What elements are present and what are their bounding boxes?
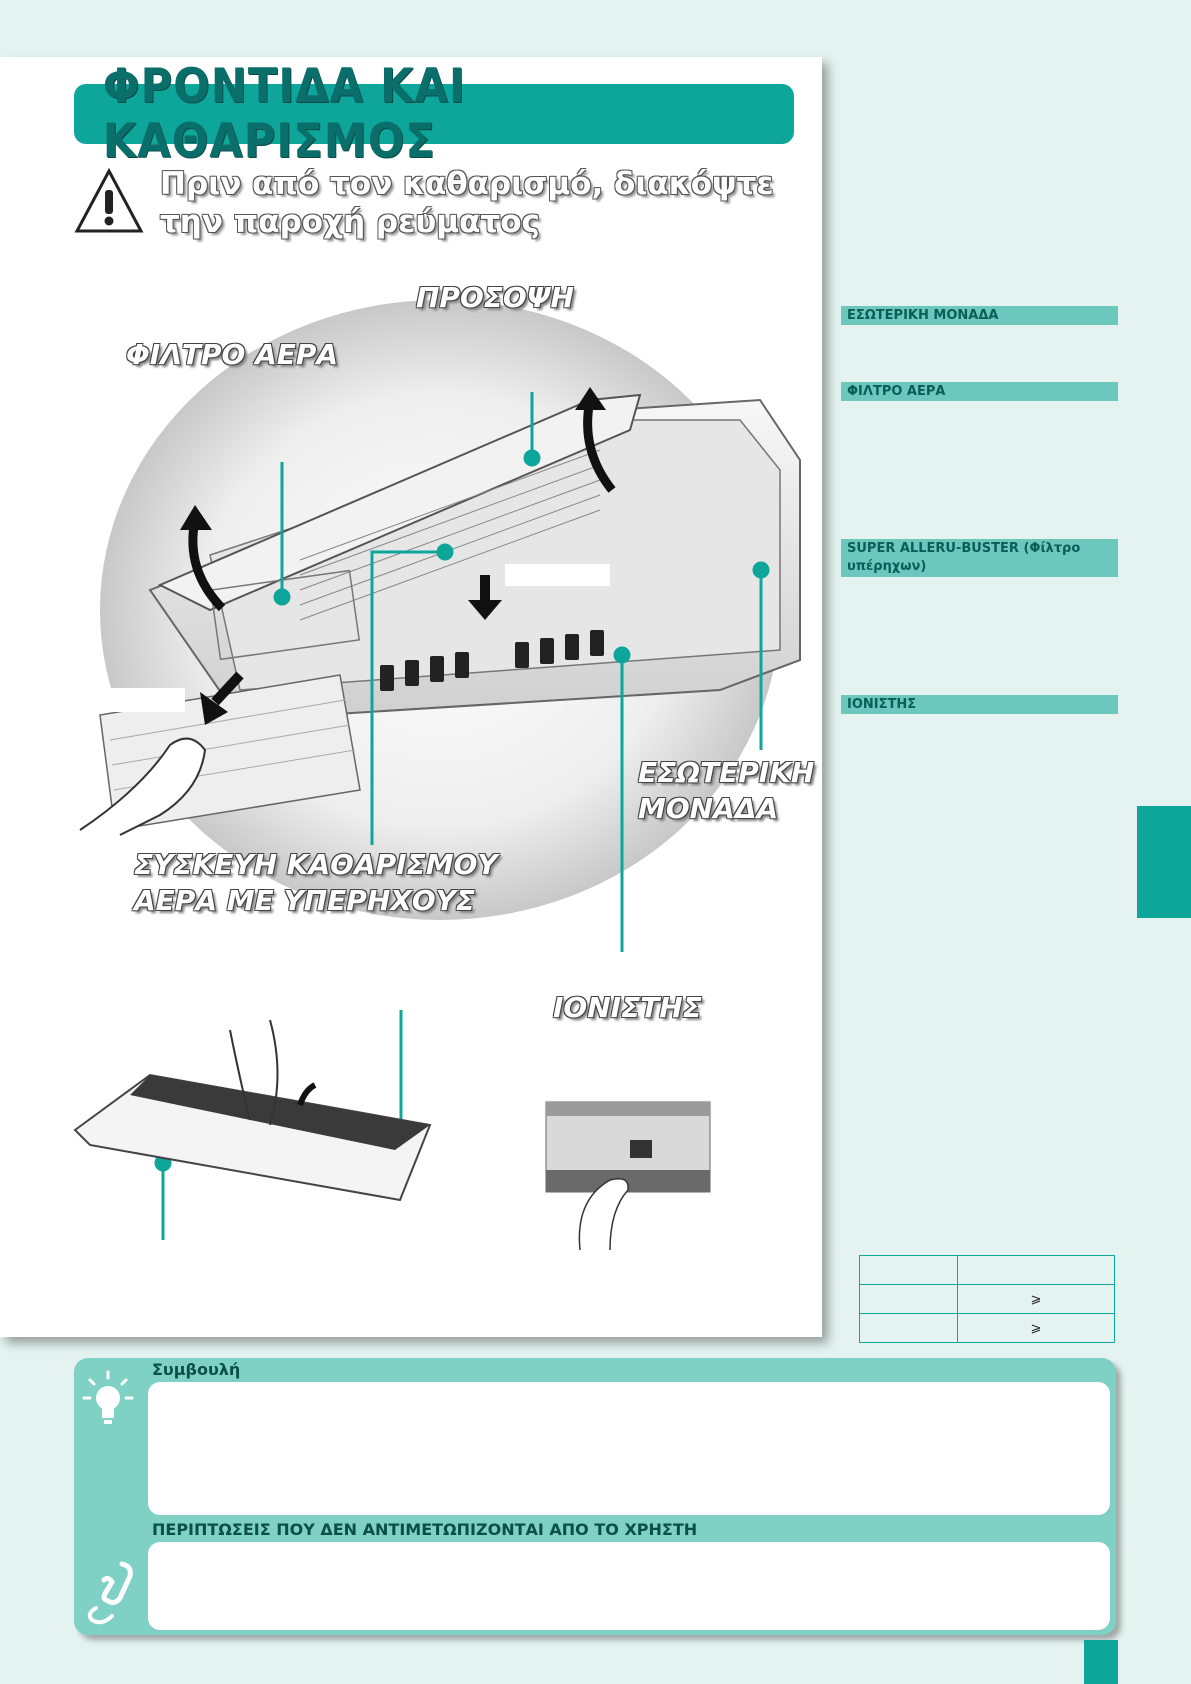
lightbulb-icon (80, 1368, 136, 1428)
table-cell (860, 1256, 958, 1285)
table-cell (958, 1256, 1115, 1285)
page-title: ΦΡΟΝΤΙΔΑ ΚΑΙ ΚΑΘΑΡΙΣΜΟΣ (102, 59, 466, 169)
label-indoor-unit-2: ΜΟΝΑΔΑ (638, 792, 779, 825)
tips-panel (74, 1358, 1116, 1635)
ionizer-illustration (546, 1102, 710, 1250)
label-ultrasonic-2: ΑΕΡΑ ΜΕ ΥΠΕΡΗΧΟΥΣ (134, 884, 476, 917)
label-ionizer: ΙΟΝΙΣΤΗΣ (553, 991, 702, 1024)
table-row (860, 1256, 1115, 1285)
sidebar-heading-super-alleru-buster: SUPER ALLERU-BUSTER (Φίλτρο υπέρηχων) (841, 539, 1118, 577)
label-air-filter: ΦΙΛΤΡΟ ΑΕΡΑ (126, 338, 339, 371)
table-cell: ⩾ (958, 1314, 1115, 1343)
advice-text-box (148, 1382, 1110, 1515)
table-cell (860, 1285, 958, 1314)
sidebar-heading-indoor-unit: ΕΣΩΤΕΡΙΚΗ ΜΟΝΑΔΑ (841, 306, 1118, 325)
service-text-box (148, 1542, 1110, 1630)
section-tab (1137, 806, 1191, 918)
table-row (860, 1314, 1115, 1343)
advice-heading: Συμβουλή (152, 1360, 241, 1379)
service-heading: ΠΕΡΙΠΤΩΣΕΙΣ ΠΟΥ ΔΕΝ ΑΝΤΙΜΕΤΩΠΙΖΟΝΤΑΙ ΑΠΟ ΤΟ ΧΡΗΣΤΗ (152, 1520, 698, 1539)
label-indoor-unit-1: ΕΣΩΤΕΡΙΚΗ (638, 756, 815, 789)
sidebar-heading-ionizer: ΙΟΝΙΣΤΗΣ (841, 695, 1118, 714)
telephone-handset-icon (82, 1558, 136, 1628)
sidebar-heading-air-filter: ΦΙΛΤΡΟ ΑΕΡΑ (841, 382, 1118, 401)
power-off-warning: Πριν από τον καθαρισμό, διακόψτε την παροχή ρεύματος (160, 166, 774, 240)
super-alleru-buster-filter (0, 1020, 430, 1200)
table-cell: ⩾ (958, 1285, 1115, 1314)
table-row (860, 1285, 1115, 1314)
spec-table (859, 1255, 1115, 1343)
table-cell (860, 1314, 958, 1343)
label-ultrasonic-1: ΣΥΣΚΕΥΗ ΚΑΘΑΡΙΣΜΟΥ (134, 848, 498, 881)
page-number-tab (1084, 1640, 1118, 1684)
label-front: ΠΡΟΣΟΨΗ (416, 281, 574, 314)
